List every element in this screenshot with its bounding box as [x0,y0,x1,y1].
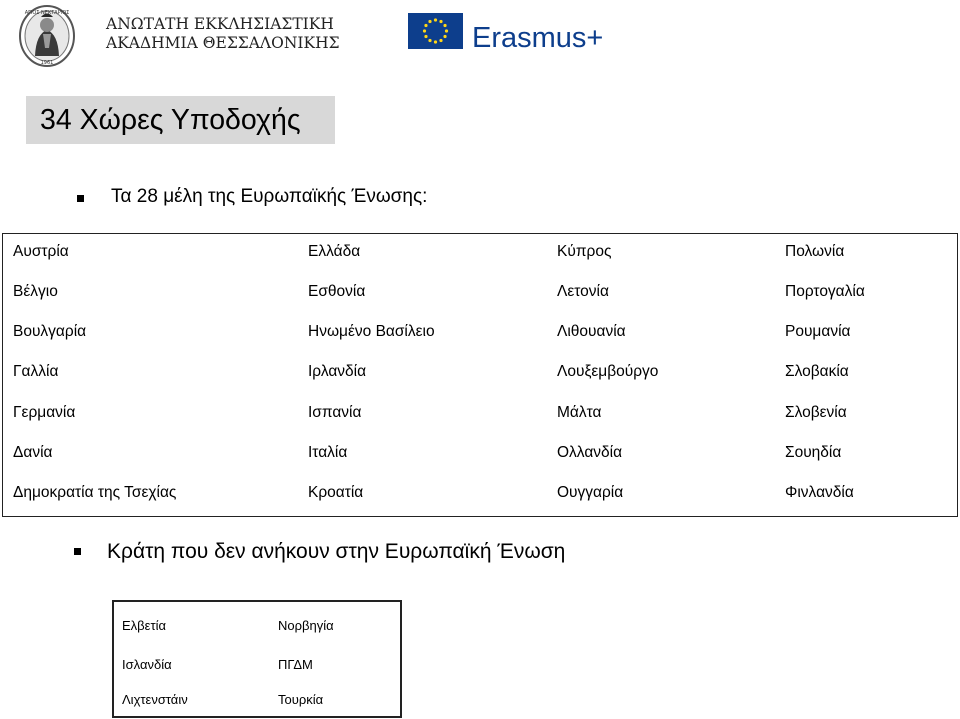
eu-member-country: Κροατία [308,484,364,501]
eu-member-country: Γερμανία [13,404,76,421]
erasmus-plus-logo-text: Erasmus+ [472,22,604,54]
slide-title-box [26,96,335,144]
bullet-square-icon [74,548,81,555]
flag-star-icon [443,35,446,38]
flag-star-icon [439,20,442,23]
flag-star-icon [424,35,427,38]
eu-member-country: Σλοβακία [785,363,849,380]
non-eu-country: Ισλανδία [122,657,172,672]
flag-star-icon [423,29,426,32]
eu-member-country: Κύπρος [557,243,612,260]
eu-member-country: Ρουμανία [785,323,851,340]
non-eu-heading: Κράτη που δεν ανήκουν στην Ευρωπαϊκή Ένωση [107,540,566,563]
eu-member-country: Ισπανία [308,404,362,421]
flag-star-icon [445,29,448,32]
eu-member-country: Ιταλία [308,444,348,461]
non-eu-country: Λιχτενστάιν [122,692,188,707]
academy-name [106,15,340,53]
eu-member-country: Λουξεμβούργο [557,363,659,380]
eu-member-country: Βέλγιο [13,283,58,300]
eu-member-country: Λετονία [557,283,609,300]
academy-name-line2: ΑΚΑΔΗΜΙΑ ΘΕΣΣΑΛΟΝΙΚΗΣ [106,34,340,52]
eu-member-country: Δημοκρατία της Τσεχίας [13,484,177,501]
eu-members-heading: Τα 28 μέλη της Ευρωπαϊκής Ένωσης: [111,186,428,207]
eu-member-country: Μάλτα [557,404,602,421]
slide-title: 34 Χώρες Υποδοχής [40,104,301,136]
eu-flag-icon [408,13,463,49]
eu-members-table [2,233,958,517]
non-eu-states-table [112,600,402,718]
eu-member-country: Ουγγαρία [557,484,624,501]
eu-member-country: Αυστρία [13,243,69,260]
flag-star-icon [434,40,437,43]
eu-member-country: Ιρλανδία [308,363,367,380]
eu-member-country: Πορτογαλία [785,283,865,300]
eu-member-country: Ολλανδία [557,444,623,461]
flag-star-icon [428,20,431,23]
seal-inscription: ΑΓΙΟΣ ΝΕΚΤΑΡΙΟΣ [24,10,70,16]
eu-member-country: Εσθονία [308,283,366,300]
eu-member-country: Γαλλία [13,363,59,380]
non-eu-country: ΠΓΔΜ [278,657,313,672]
seal-year: 1961 [40,60,54,66]
eu-member-country: Δανία [13,444,53,461]
non-eu-country: Νορβηγία [278,618,334,633]
flag-star-icon [434,18,437,21]
non-eu-country: Ελβετία [122,618,166,633]
eu-member-country: Πολωνία [785,243,845,260]
eu-member-country: Ελλάδα [308,243,361,260]
flag-star-icon [424,24,427,27]
flag-star-icon [428,39,431,42]
flag-star-icon [439,39,442,42]
flag-star-icon [443,24,446,27]
bullet-square-icon [77,195,84,202]
eu-member-country: Σουηδία [785,444,842,461]
academy-name-line1: ΑΝΩΤΑΤΗ ΕΚΚΛΗΣΙΑΣΤΙΚΗ [106,15,334,33]
eu-member-country: Λιθουανία [557,323,626,340]
eu-member-country: Βουλγαρία [13,323,87,340]
non-eu-country: Τουρκία [278,692,324,707]
eu-member-country: Σλοβενία [785,404,847,421]
eu-member-country: Φινλανδία [785,484,854,501]
eu-member-country: Ηνωμένο Βασίλειο [308,323,435,340]
academy-seal-logo [18,4,76,68]
